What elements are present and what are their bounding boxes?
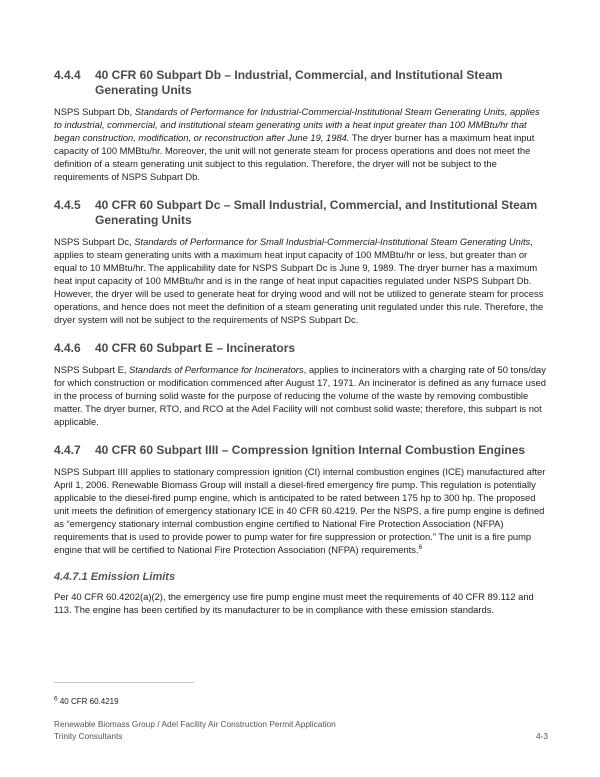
body-text: The dryer burner has a maximum heat input capacity of 100 MMBtu/hr. Moreover, the unit will not generate steam for process operations and does not meet the definition of a steam generating unit subject to this regulation. Therefore, the dryer will not be subject to the requirements of NSPS Subpart Db. [54, 132, 535, 182]
footnote-reference[interactable]: 6 [418, 543, 423, 551]
footnote-text: 40 CFR 60.4219 [59, 697, 119, 706]
section-title: 40 CFR 60 Subpart Dc – Small Industrial, Commercial, and Institutional Steam Generating Units [95, 198, 538, 227]
section-heading [54, 68, 550, 98]
subsection-title: Emission Limits [90, 571, 176, 583]
subsection-4-4-7-1 [54, 571, 550, 616]
section-4-4-5 [54, 198, 550, 326]
footnote-mark: 6 [54, 695, 58, 703]
footnote [54, 697, 119, 706]
subsection-body: Per 40 CFR 60.4202(a)(2), the emergency use fire pump engine must meet the requirements of 40 CFR 89.112 and 113. The engine has been certified by its manufacturer to be in compliance with these emission standards. [54, 591, 534, 615]
body-text: , applies to steam generating units with a maximum heat input capacity of 100 MMBtu/hr or less, but greater than or equal to 10 MMBtu/hr. The applicability date for NSPS Subpart Dc is June 9, 1989. The dryer burner has a maximum heat input capacity of 100 MMBtu/hr and is in the range of heat input capacities regulated under NSPS Subpart Db. However, the dryer will be used to generate heat for drying wood and will not be utilized to generate steam for process operations, and hence does not meet the definition of a steam generating unit regulated under this rule. Therefore, the dryer system will not be subject to the requirements of NSPS Subpart Dc. [54, 236, 544, 325]
section-heading [54, 198, 550, 228]
section-body [54, 465, 550, 556]
section-4-4-4 [54, 68, 550, 183]
section-number: 4.4.4 [54, 68, 81, 82]
section-title: 40 CFR 60 Subpart IIII – Compression Ignition Internal Combustion Engines [95, 443, 526, 457]
body-italic-text: Standards of Performance for Incinerators [129, 364, 304, 375]
body-italic-text: Standards of Performance for Small Industrial-Commercial-Institutional Steam Generating Units [134, 236, 531, 247]
section-number: 4.4.5 [54, 198, 81, 212]
body-italic-text: Standards of Performance for Industrial-Commercial-Institutional Steam Generating Units, applies to industrial, commercial, and institutional steam generating units with a heat input greater than 100 MMBtu/hr that began construction, modification, or reconstruction after June 19, 1984. [54, 106, 540, 143]
section-4-4-6 [54, 341, 550, 428]
body-text: , applies to incinerators with a charging rate of 50 tons/day for which construction or modification commenced after August 17, 1971. An incinerator is defined as any furnace used in the process of burning solid waste for the purpose of reducing the volume of the waste by removing combustible matter. The dryer burner, RTO, and RCO at the Adel Facility will not combust solid waste; therefore, this subpart is not applicable. [54, 364, 546, 427]
section-heading [54, 341, 550, 356]
footer-company: Trinity Consultants [54, 731, 123, 741]
section-body [54, 105, 550, 183]
subsection-number: 4.4.7.1 [54, 571, 88, 583]
section-4-4-7 [54, 443, 550, 556]
body-text: NSPS Subpart Dc, [54, 236, 135, 247]
body-text: NSPS Subpart IIII applies to stationary compression ignition (CI) internal combustion engines (ICE) manufactured after April 1, 2006. Renewable Biomass Group will install a diesel-fired emergency fire pump. This regulation is potentially applicable to the diesel-fired pump engine, which is anticipated to be rated between 175 hp to 300 hp. The proposed unit meets the definition of emergency stationary ICE in 40 CFR 60.4219. Per the NSPS, a fire pump engine is defined as “emergency stationary internal combustion engine certified to National Fire Protection Association (NFPA) requirements that is used to provide power to pump water for fire suppression or protection.” The unit is a fire pump engine that will be certified to National Fire Protection Association (NFPA) requirements. [54, 466, 546, 555]
section-number: 4.4.6 [54, 341, 81, 355]
section-title: 40 CFR 60 Subpart E – Incinerators [95, 341, 296, 355]
footnote-divider [54, 682, 194, 683]
body-text: NSPS Subpart E, [54, 364, 130, 375]
section-heading [54, 443, 550, 458]
body-text: NSPS Subpart Db, [54, 106, 135, 117]
page-number: 4-3 [536, 731, 548, 741]
subsection-heading [54, 571, 550, 583]
page-footer [54, 718, 548, 742]
page-content [54, 68, 550, 631]
footer-document-title: Renewable Biomass Group / Adel Facility Air Construction Permit Application [54, 719, 336, 729]
section-title: 40 CFR 60 Subpart Db – Industrial, Commercial, and Institutional Steam Generating Units [95, 68, 503, 97]
section-number: 4.4.7 [54, 443, 81, 457]
section-body [54, 363, 550, 428]
section-body [54, 235, 550, 326]
